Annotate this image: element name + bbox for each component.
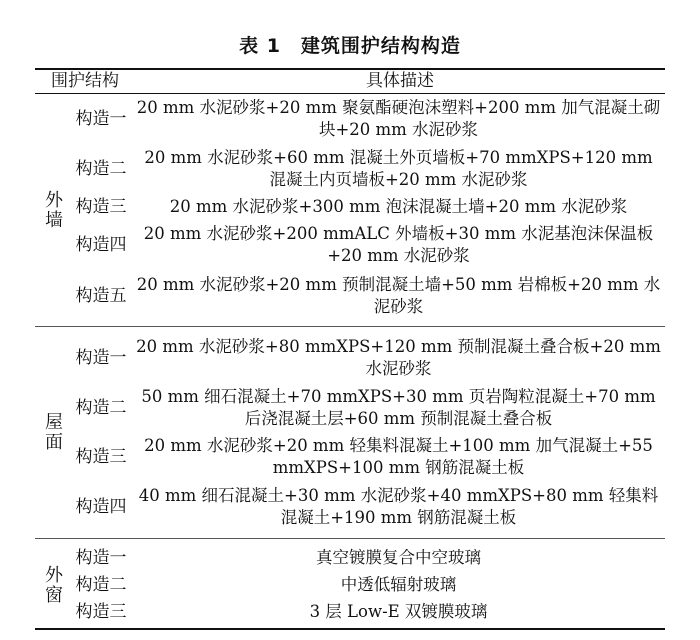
row-name: 构造一: [75, 547, 127, 568]
table-row: [70, 385, 665, 431]
row-name: 构造二: [75, 398, 127, 418]
row-description: 20 mm 水泥砂浆+20 mm 轻集料混凝土+100 mm 加气混凝土+55 mmXPS+100 mm 钢筋混凝土板: [144, 436, 653, 477]
row-name: 构造二: [75, 159, 127, 179]
row-description: 50 mm 细石混凝土+70 mmXPS+30 mm 页岩陶粒混凝土+70 mm 后浇混凝土层+60 mm 预制混凝土叠合板: [141, 387, 656, 428]
row-description: 中透低辐射玻璃: [340, 574, 457, 594]
table-row: [70, 146, 665, 192]
group-label-wall: 外墙: [42, 190, 63, 230]
row-name: 构造三: [75, 197, 127, 217]
group-divider: [35, 538, 665, 539]
group-label-window: 外窗: [42, 565, 63, 605]
row-description: 20 mm 水泥砂浆+20 mm 预制混凝土墙+50 mm 岩棉板+20 mm 水泥砂浆: [136, 275, 661, 316]
header-structure: 围护结构: [51, 71, 119, 91]
row-description: 40 mm 细石混凝土+30 mm 水泥砂浆+40 mmXPS+80 mm 轻集料混凝土+190 mm 钢筋混凝土板: [138, 486, 659, 527]
table-row: [70, 434, 665, 480]
row-description: 20 mm 水泥砂浆+300 mm 泡沫混凝土墙+20 mm 水泥砂浆: [169, 197, 628, 216]
row-description: 20 mm 水泥砂浆+20 mm 聚氨酯硬泡沫塑料+200 mm 加气混凝土砌块+20 mm 水泥砂浆: [136, 98, 661, 139]
group-label-roof: 屋面: [42, 412, 63, 452]
row-name: 构造四: [75, 235, 127, 255]
table-row: [70, 571, 665, 598]
row-name: 构造一: [75, 109, 127, 129]
bottom-rule: [35, 628, 665, 630]
row-name: 构造三: [75, 602, 127, 622]
table-row: [70, 195, 665, 219]
table-row: [70, 334, 665, 382]
table-row: [70, 544, 665, 571]
table-row: [70, 484, 665, 530]
row-name: 构造四: [75, 497, 127, 517]
row-description: 20 mm 水泥砂浆+80 mmXPS+120 mm 预制混凝土叠合板+20 mm 水泥砂浆: [136, 337, 661, 378]
header-rule: [35, 93, 665, 94]
table-caption: 表 1 建筑围护结构构造: [239, 35, 461, 57]
row-description: 真空镀膜复合中空玻璃: [316, 547, 481, 567]
row-name: 构造五: [75, 286, 127, 306]
table-row: [70, 222, 665, 268]
row-name: 构造三: [75, 447, 127, 467]
row-name: 构造一: [75, 348, 127, 368]
table-row: [70, 598, 665, 626]
table-row: [70, 96, 665, 142]
row-description: 20 mm 水泥砂浆+200 mmALC 外墙板+30 mm 水泥基泡沫保温板+20 mm 水泥砂浆: [143, 224, 654, 265]
group-divider: [35, 326, 665, 327]
row-description: 3 层 Low-E 双镀膜玻璃: [309, 602, 488, 621]
row-name: 构造二: [75, 574, 127, 595]
header-description: 具体描述: [366, 71, 434, 91]
table-row: [70, 272, 665, 320]
row-description: 20 mm 水泥砂浆+60 mm 混凝土外页墙板+70 mmXPS+120 mm 混凝土内页墙板+20 mm 水泥砂浆: [144, 148, 653, 189]
